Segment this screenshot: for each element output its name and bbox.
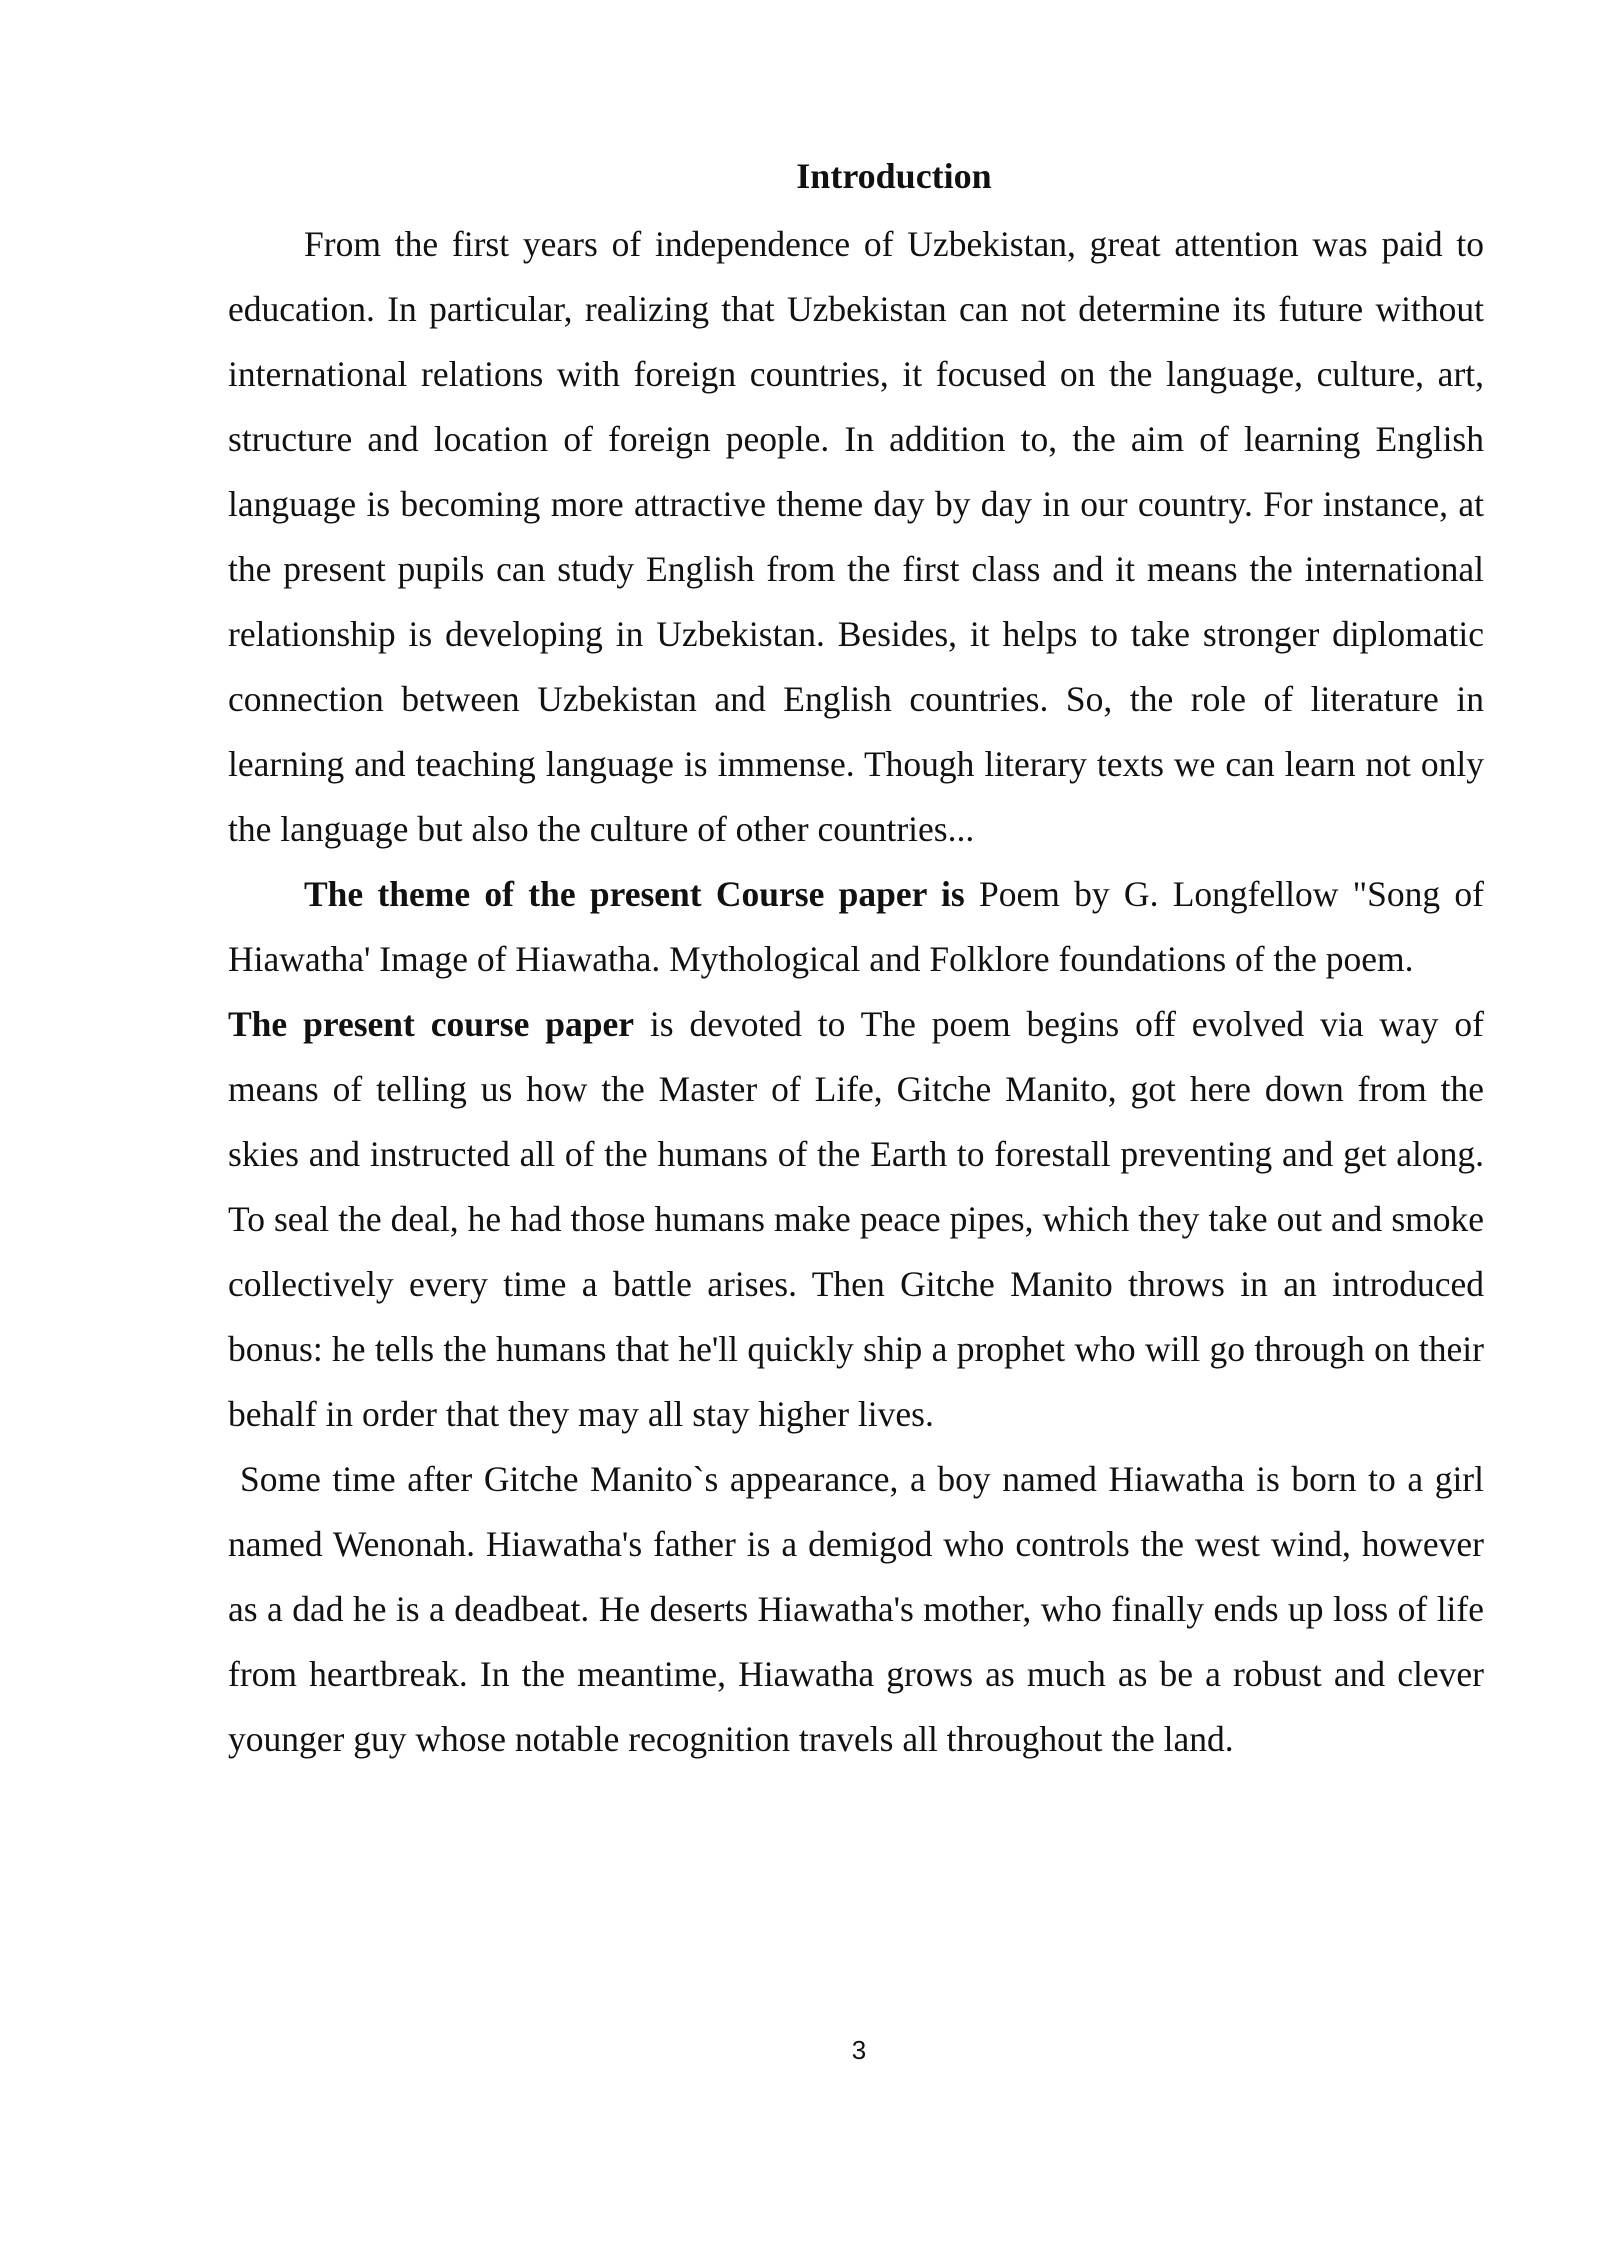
course-paper-label: The present course paper — [228, 1004, 634, 1044]
paragraph-introduction: From the first years of independence of Uzbekistan, great attention was paid to education. In particular, realizing that Uzbekistan can not determine its future without international relations with foreign countries, it focused on the language, culture, art, structure and location of foreign people. In addition to, the aim of learning English language is becoming more attractive theme day by day in our country. For instance, at the present pupils can study English from the first class and it means the international relationship is developing in Uzbekistan. Besides, it helps to take stronger diplomatic connection between Uzbekistan and English countries. So, the role of literature in learning and teaching language is immense. Though literary texts we can learn not only the language but also the culture of other countries... — [228, 224, 1484, 849]
paragraph-course-paper — [228, 992, 1484, 1447]
document-body — [228, 212, 1484, 1772]
page-number: 3 — [851, 2035, 867, 2065]
paragraph-theme — [228, 862, 1484, 992]
page-title: Introduction — [796, 156, 992, 196]
paragraph-hiawatha-birth: Some time after Gitche Manito`s appearance, a boy named Hiawatha is born to a girl named Wenonah. Hiawatha's father is a demigod who controls the west wind, however as a dad he is a deadbeat. He deserts Hiawatha's mother, who finally ends up loss of life from heartbreak. In the meantime, Hiawatha grows as much as be a robust and clever younger guy whose notable recognition travels all throughout the land. — [228, 1459, 1484, 1759]
course-paper-text: is devoted to The poem begins off evolved via way of means of telling us how the Master of Life, Gitche Manito, got here down from the skies and instructed all of the humans of the Earth to forestall preventing and get along. To seal the deal, he had those humans make peace pipes, which they take out and smoke collectively every time a battle arises. Then Gitche Manito throws in an introduced bonus: he tells the humans that he'll quickly ship a prophet who will go through on their behalf in order that they may all stay higher lives. — [228, 1004, 1484, 1434]
theme-label: The theme of the present Course paper is — [304, 874, 965, 914]
theme-text: Poem by G. Longfellow "Song of Hiawatha' Image of Hiawatha. Mythological and Folklore foundations of the poem. — [228, 874, 1484, 979]
